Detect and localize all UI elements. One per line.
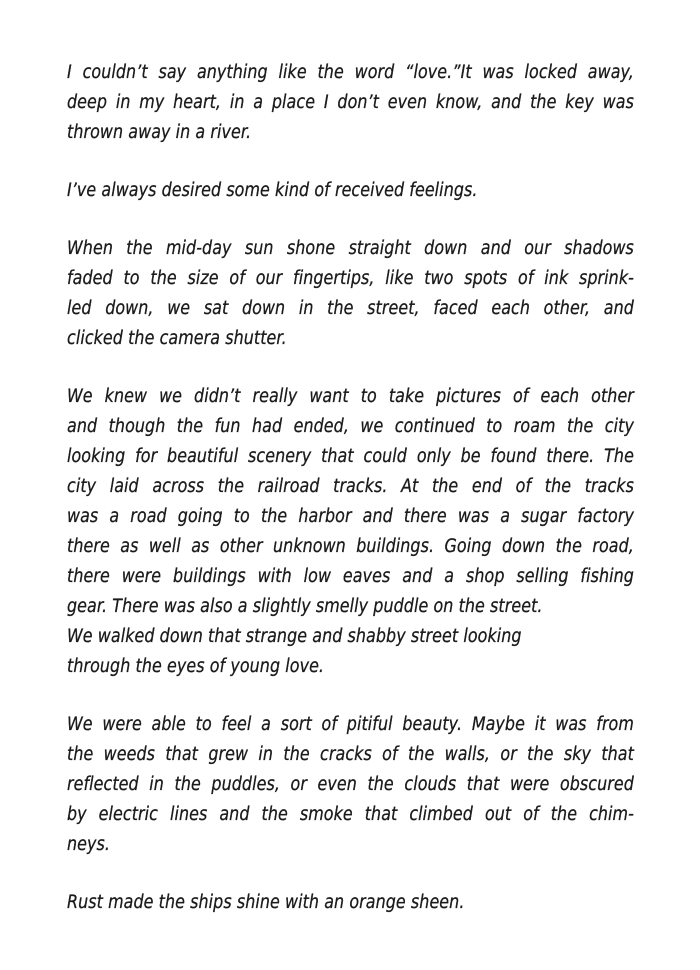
paragraph [67, 58, 634, 148]
text-line: led down, we sat down in the street, faced each other, and [67, 298, 634, 319]
text-line: I couldn’t say anything like the word “love.”It was locked away, [67, 62, 634, 83]
paragraph [67, 710, 634, 860]
text-line: the weeds that grew in the cracks of the walls, or the sky that [67, 744, 634, 765]
text-line: city laid across the railroad tracks. At the end of the tracks [67, 476, 634, 497]
text-line: I’ve always desired some kind of received feelings. [67, 180, 478, 201]
text-line: by electric lines and the smoke that climbed out of the chim- [67, 804, 634, 825]
text-line: gear. There was also a slightly smelly puddle on the street. [67, 596, 543, 617]
text-line: Rust made the ships shine with an orange sheen. [67, 892, 465, 913]
text-line: clicked the camera shutter. [67, 328, 287, 349]
paragraph [67, 234, 634, 354]
text-line: neys. [67, 834, 111, 855]
text-line: through the eyes of young love. [67, 656, 325, 677]
text-line: there as well as other unknown buildings. Going down the road, [67, 536, 634, 557]
text-line: We were able to feel a sort of pitiful beauty. Maybe it was from [67, 714, 634, 735]
text-line: there were buildings with low eaves and a shop selling fishing [67, 566, 634, 587]
paragraph [67, 176, 634, 206]
text-line: and though the fun had ended, we continued to roam the city [67, 416, 634, 437]
paragraph [67, 888, 634, 918]
text-line: We walked down that strange and shabby street looking [67, 626, 522, 647]
text-line: faded to the size of our fingertips, like two spots of ink sprink- [67, 268, 634, 289]
text-line: looking for beautiful scenery that could only be found there. The [67, 446, 634, 467]
text-line: deep in my heart, in a place I don’t even know, and the key was [67, 92, 634, 113]
paragraph [67, 382, 634, 682]
text-line: was a road going to the harbor and there was a sugar factory [67, 506, 634, 527]
text-line: reflected in the puddles, or even the clouds that were obscured [67, 774, 634, 795]
text-line: When the mid-day sun shone straight down and our shadows [67, 238, 634, 259]
text-line: We knew we didn’t really want to take pictures of each other [67, 386, 634, 407]
text-block [67, 58, 634, 918]
text-line: thrown away in a river. [67, 122, 252, 143]
